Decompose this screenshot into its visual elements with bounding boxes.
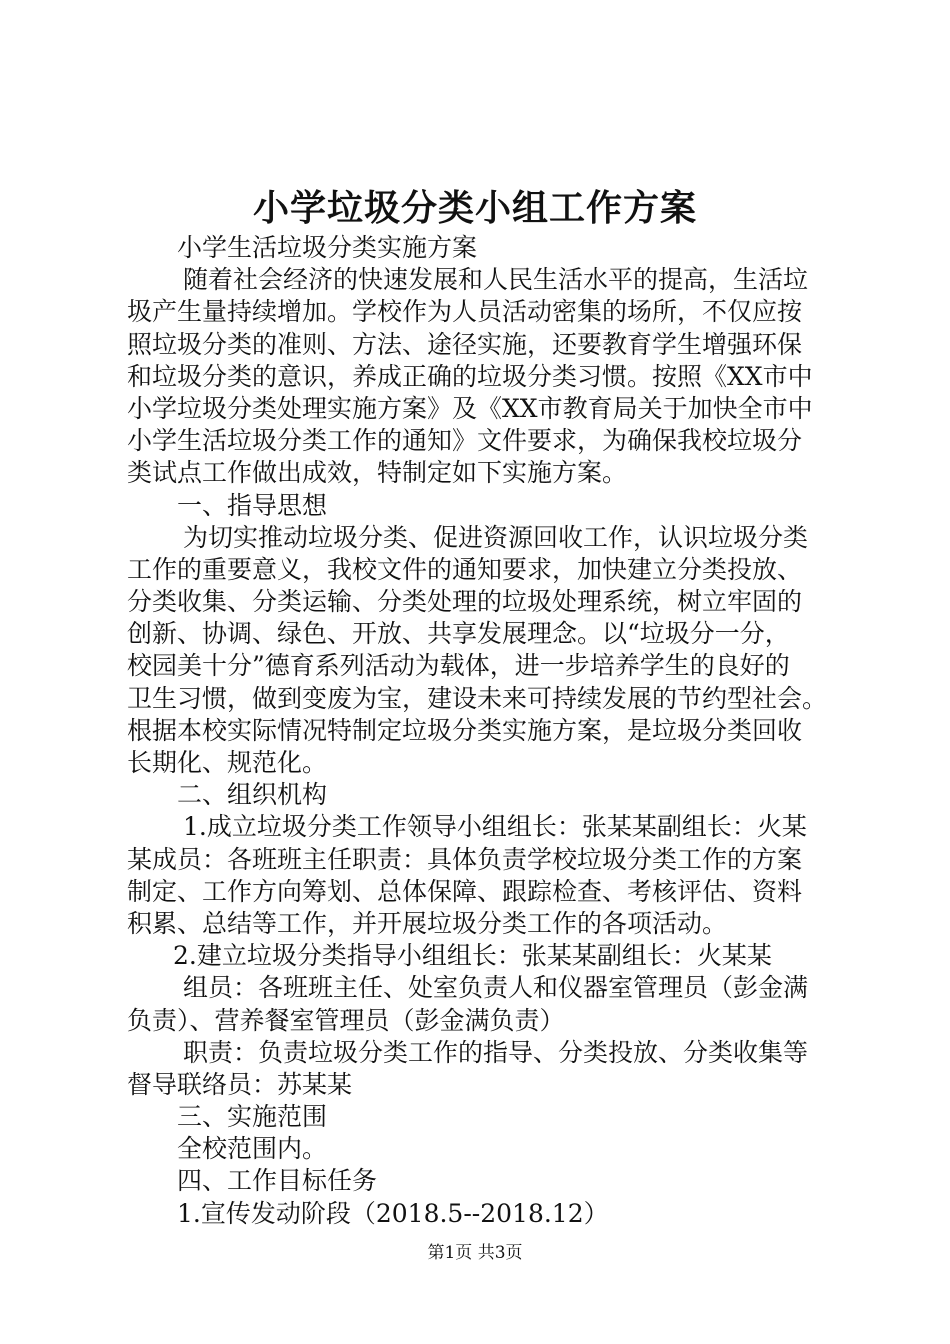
paragraph-line: 为切实推动垃圾分类、促进资源回收工作，认识垃圾分类: [183, 522, 809, 552]
paragraph-line: 职责：负责垃圾分类工作的指导、分类投放、分类收集等: [183, 1037, 809, 1067]
document-title: 小学垃圾分类小组工作方案: [252, 187, 697, 229]
paragraph-line: 根据本校实际情况特制定垃圾分类实施方案，是垃圾分类回收: [127, 715, 803, 745]
subtitle-line: 小学生活垃圾分类实施方案: [177, 233, 478, 262]
paragraph-line: 工作的重要意义，我校文件的通知要求，加快建立分类投放、: [127, 554, 803, 584]
paragraph-line: 创新、协调、绿色、开放、共享发展理念。以“垃圾分一分，: [127, 619, 790, 649]
paragraph-line: 全校范围内。: [177, 1134, 328, 1164]
paragraph-line: 照垃圾分类的准则、方法、途径实施，还要教育学生增强环保: [127, 329, 803, 359]
paragraph-line: 类试点工作做出成效，特制定如下实施方案。: [127, 458, 628, 488]
section-heading: 三、实施范围: [177, 1102, 328, 1132]
page-footer: 第1页 共3页: [427, 1243, 523, 1263]
paragraph-line: 小学垃圾分类处理实施方案》及《XX市教育局关于加快全市中: [127, 393, 813, 423]
paragraph-line: 和垃圾分类的意识，养成正确的垃圾分类习惯。按照《XX市中: [127, 361, 813, 391]
paragraph-line: 分类收集、分类运输、分类处理的垃圾处理系统，树立牢固的: [127, 587, 803, 617]
paragraph-line: 组员：各班班主任、处室负责人和仪器室管理员（彭金满: [183, 973, 809, 1003]
paragraph-line: 1.宣传发动阶段（2018.5--2018.12）: [177, 1198, 609, 1228]
paragraph-line: 1.成立垃圾分类工作领导小组组长：张某某副组长：火某: [183, 812, 807, 842]
section-heading: 四、工作目标任务: [177, 1166, 378, 1196]
section-heading: 二、组织机构: [177, 780, 328, 810]
paragraph-line: 随着社会经济的快速发展和人民生活水平的提高，生活垃: [183, 265, 809, 295]
paragraph-line: 卫生习惯，做到变废为宝，建设未来可持续发展的节约型社会。: [127, 683, 828, 713]
paragraph-line: 督导联络员：苏某某: [127, 1069, 353, 1099]
paragraph-line: 负责）、营养餐室管理员（彭金满负责）: [127, 1005, 565, 1035]
section-heading: 一、指导思想: [177, 490, 328, 520]
paragraph-line: 长期化、规范化。: [127, 748, 328, 777]
paragraph-line: 制定、工作方向筹划、总体保障、跟踪检查、考核评估、资料: [127, 876, 803, 906]
paragraph-line: 2.建立垃圾分类指导小组组长：张某某副组长：火某某: [173, 941, 772, 971]
paragraph-line: 小学生活垃圾分类工作的通知》文件要求，为确保我校垃圾分: [127, 426, 803, 456]
paragraph-line: 圾产生量持续增加。学校作为人员活动密集的场所，不仅应按: [127, 297, 803, 327]
paragraph-line: 校园美十分”德育系列活动为载体，进一步培养学生的良好的: [127, 651, 790, 681]
paragraph-line: 积累、总结等工作，并开展垃圾分类工作的各项活动。: [127, 908, 728, 938]
paragraph-line: 某成员：各班班主任职责：具体负责学校垃圾分类工作的方案: [127, 844, 803, 874]
document-body: [127, 232, 839, 1230]
